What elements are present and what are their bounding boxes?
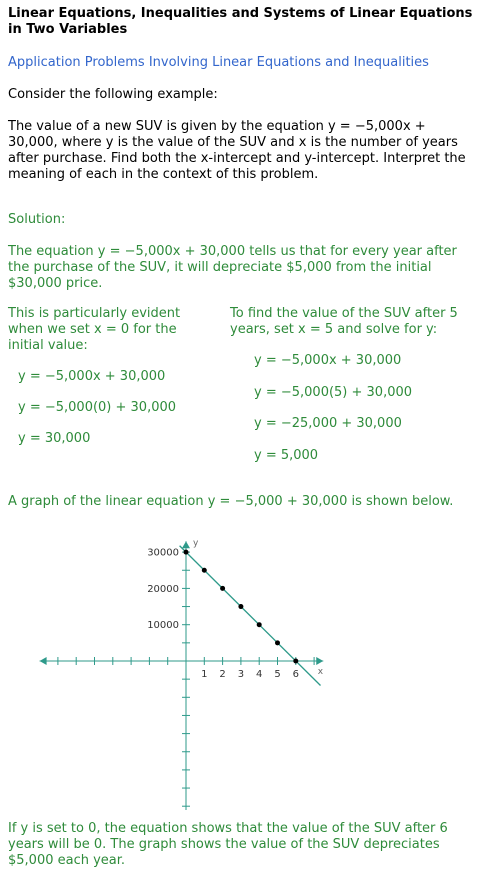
problem-text: The value of a new SUV is given by the equation y = −5,000x + 30,000, where y is the value of the SUV and x is the number of years after purchase. Find both the x-intercept and y-intercept. Interpret the meaning of each in the context of this problem.	[8, 119, 466, 182]
x-axis-label: x	[317, 667, 324, 677]
solution-text: The equation y = −5,000x + 30,000 tells us that for every year after the purchase of the SUV, it will depreciate $5,000 from the initial $30,000 price.	[8, 244, 457, 291]
y-tick-label: 30000	[147, 547, 179, 559]
x-axis-arrow-right	[316, 657, 323, 665]
right-col-text: To find the value of the SUV after 5 years, set x = 5 and solve for y:	[230, 306, 458, 337]
x-tick-label: 5	[274, 669, 281, 680]
x-axis-arrow-left	[40, 657, 47, 665]
series-line	[180, 546, 321, 686]
data-point	[184, 550, 189, 555]
data-point	[275, 640, 280, 645]
data-point	[293, 659, 298, 664]
y-tick-label: 20000	[147, 583, 179, 595]
conclusion-text: If y is set to 0, the equation shows that the value of the SUV after 6 years will be 0. The graph shows the value of the SUV depreciates $5,000 each year.	[8, 821, 448, 868]
y-tick-label: 10000	[147, 620, 179, 632]
x-tick-label: 4	[256, 669, 263, 680]
left-equation-3: y = 30,000	[18, 431, 91, 446]
x-tick-label: 3	[237, 669, 245, 680]
y-axis-label: y	[193, 538, 199, 549]
right-equation-4: y = 5,000	[254, 448, 319, 463]
section-link[interactable]: Application Problems Involving Linear Equations and Inequalities	[8, 55, 429, 70]
data-point	[238, 604, 243, 609]
page-title: Linear Equations, Inequalities and Systems of Linear Equations in Two Variables	[8, 6, 473, 37]
solution-label: Solution:	[8, 212, 66, 227]
right-equation-2: y = −5,000(5) + 30,000	[254, 385, 413, 400]
x-tick-label: 6	[292, 669, 299, 680]
x-tick-label: 1	[201, 669, 208, 680]
linear-graph	[0, 518, 482, 810]
left-equation-2: y = −5,000(0) + 30,000	[18, 400, 177, 415]
data-point	[202, 568, 207, 573]
data-point	[257, 622, 262, 627]
right-equation-1: y = −5,000x + 30,000	[254, 353, 402, 368]
y-axis-arrow-top	[182, 541, 190, 548]
left-col-text: This is particularly evident when we set x = 0 for the initial value:	[8, 306, 181, 353]
intro-text: Consider the following example:	[8, 87, 218, 102]
x-tick-label: 2	[219, 669, 226, 680]
left-equation-1: y = −5,000x + 30,000	[18, 369, 166, 384]
graph-caption: A graph of the linear equation y = −5,000 + 30,000 is shown below.	[8, 494, 454, 509]
right-equation-3: y = −25,000 + 30,000	[254, 416, 402, 431]
data-point	[220, 586, 225, 591]
